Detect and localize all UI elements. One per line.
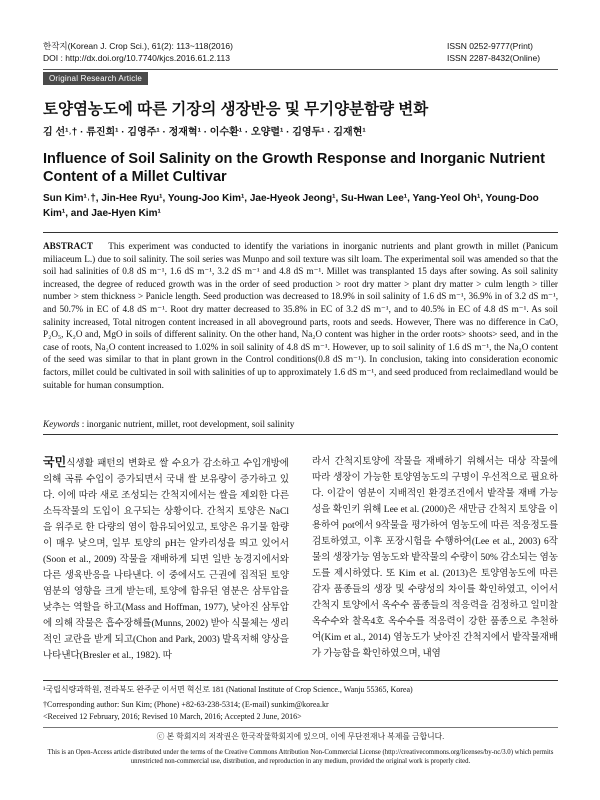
doi-link[interactable]: DOI : http://dx.doi.org/10.7740/kjcs.2016.61.2.113 (43, 53, 230, 63)
abstract-heading: ABSTRACT (43, 241, 94, 251)
footnote-divider (43, 680, 558, 681)
article-type-badge: Original Research Article (43, 72, 148, 85)
abstract-text: This experiment was conducted to identify the variations in inorganic nutrients and plant growth in millet (Panicum miliaceum L.) due to soil salinity. The soil series was Munpo and soil texture was silt loam. The experimental soil was amended so that the soil had salinities of 0.8 dS m⁻¹, 1.6 dS m⁻¹, 3.2 dS m⁻¹ and 4.8 dS m⁻¹. Millet was transplanted 15 days after sowing. As soil salinity increased, the degree of reduced growth was in the order of seed production > root dry matter > plant dry matter > culm length > tiller number > stem thickness > Panicle length. Seed production was decreased to 18.9% in soil salinity of 1.6 dS m⁻¹, 36.9% in of 3.2 dS m⁻¹, and 50.7% in EC of 4.8 dS m⁻¹. Root dry matter decreased to 35.8% in EC of 3.2 dS m⁻¹, and to 40.5% in EC of 4.8 dS m⁻¹. As soil salinity increased, Total nitrogen content increased in all aboveground parts, roots and seeds. However, There was no difference in CaO, P₂O₅, K₂O and, MgO in soils of different salinity. On the other hand, Na₂O content was higher in the order roots> shoots> seed, and in the case of roots, Na₂O content increased to 1.02% in soil salinity of 4.8 dS m⁻¹. However, up to soil salinity of 1.6 dS m⁻¹, the Na₂O content of the seed was similar to that in plant grown in the Control conditions(0.8 dS m⁻¹). In conclusion, taking into consideration economic factors, millet could be cultivated in soil with salinities of up to approximately 1.6 dS m⁻¹, and seed produced from reclaimedland would be suitable for human consumption. (43, 241, 559, 390)
body-column-left (43, 454, 289, 664)
license-notice: This is an Open-Access article distributed under the terms of the Creative Commons Attribution Non-Commercial License (http://creativecommons.org/licenses/by-nc/3.0) which permits unrestricted non-commercial use, distribution, and reproduction in any medium, provided the original work is properly cited. (47, 749, 554, 765)
issn-block (447, 40, 540, 64)
english-title: Influence of Soil Salinity on the Growth Response and Inorganic Nutrient Content of a Millet Cultivar (43, 151, 545, 185)
body-right-text: 라서 간척지토양에 작물을 재배하기 위해서는 대상 작물에 따라 생장이 가능한 토양염농도의 구명이 우선적으로 필요하다. 이같이 염분이 지배적인 환경조건에서 밭작물 재배 가능성을 확인키 위해 Lee et al. (2000)은 새만금 간척지 토양을 이용하여 pot에서 9작물을 평가하여 염농도에 따른 적응정도를 검토하였고, 이후 포장시험을 수행하여(Lee et al., 2003) 6작물의 생장가능 염농도와 밭작물의 수량이 50% 감소되는 염농도를 제시하였다. 또 Kim et al. (2013)은 토양염농도에 따른 감자 품종들의 생장 및 수량성의 차이를 확인하였고, 이어서 간척지 토양에서 옥수수 품종들의 적응력을 검정하고 일미찰옥수수와 찰옥4호 옥수수를 적응력이 강한 품종으로 추천하여(Kim et al., 2014) 염농도가 낮아진 간척지에서 밭작물재배가 가능함을 확인하였으며, 내염 (312, 457, 558, 659)
copyright-notice: ⓒ 본 학회지의 저작권은 한국작물학회지에 있으며, 이에 무단전재나 복제를 금합니다. (156, 732, 445, 741)
english-authors: Sun Kim¹˒†, Jin-Hee Ryu¹, Young-Joo Kim¹, Jae-Hyeok Jeong¹, Su-Hwan Lee¹, Yang-Yeol Oh¹, Young-Doo Kim¹, and Jae-Hyen Kim¹ (43, 193, 539, 219)
journal-citation: 한작지(Korean J. Crop Sci.), 61(2): 113~118(2016) (43, 41, 233, 51)
abstract-top-rule (43, 232, 558, 233)
corresponding-footnote: †Corresponding author: Sun Kim; (Phone) +82-63-238-5314; (E-mail) sunkim@korea.kr (43, 700, 329, 709)
received-dates: <Received 12 February, 2016; Revised 10 March, 2016; Accepted 2 June, 2016> (43, 712, 302, 721)
header-divider (43, 69, 558, 70)
affiliation-footnote: ¹국립식량과학원, 전라북도 완주군 이서면 혁신로 181 (National Institute of Crop Science., Wanju 55365, Korea) (43, 685, 413, 694)
issn-online: ISSN 2287-8432(Online) (447, 53, 541, 63)
keywords (43, 419, 558, 429)
abstract-bottom-rule (43, 434, 558, 435)
keywords-text: : inorganic nutrient, millet, root development, soil salinity (81, 419, 295, 429)
copyright-divider (43, 727, 558, 728)
korean-authors: 김 선¹˒† · 류진희¹ · 김영주¹ · 정재혁¹ · 이수환¹ · 오양렬¹ · 김영두¹ · 김재현¹ (43, 127, 366, 138)
body-lead-word: 국민 (43, 455, 67, 469)
body-column-right (312, 454, 558, 662)
abstract (43, 240, 558, 391)
keywords-label: Keywords (43, 419, 80, 429)
body-left-text: 식생활 패턴의 변화로 쌀 수요가 감소하고 수입개방에 의해 곡류 수입이 증가되면서 국내 쌀 보유량이 증가하고 있다. 이에 따라 새로 조성되는 간척지에서는 쌀을 제외한 다른 소득작물의 도입이 요구되는 상황이다. 간척지 토양은 NaCl을 위주로 한 다량의 염이 함유되어있고, 토양은 유기물 함량이 매우 낮으며, 일부 토양의 pH는 알카리성을 띄고 있어서(Soon et al., 2009) 작물을 재배하게 되면 일반 농경지에서와 다른 생육반응을 나타낸다. 이 중에서도 근권에 집적된 토양염분의 영향을 크게 받는데, 토양에 함유된 염분은 삼투압을 낮추는 역할을 하고(Mass and Hoffman, 1977), 낮아진 삼투압에 의해 작물은 흡수장해를(Munns, 2002) 받아 식물체는 생리적인 교란을 받게 되고(Chon and Park, 2003) 발육저해 양상을 나타낸다(Bresler et al., 1982). 따 (43, 459, 289, 661)
journal-header (43, 40, 233, 64)
korean-title: 토양염농도에 따른 기장의 생장반응 및 무기양분함량 변화 (43, 101, 429, 118)
issn-print: ISSN 0252-9777(Print) (447, 41, 533, 51)
